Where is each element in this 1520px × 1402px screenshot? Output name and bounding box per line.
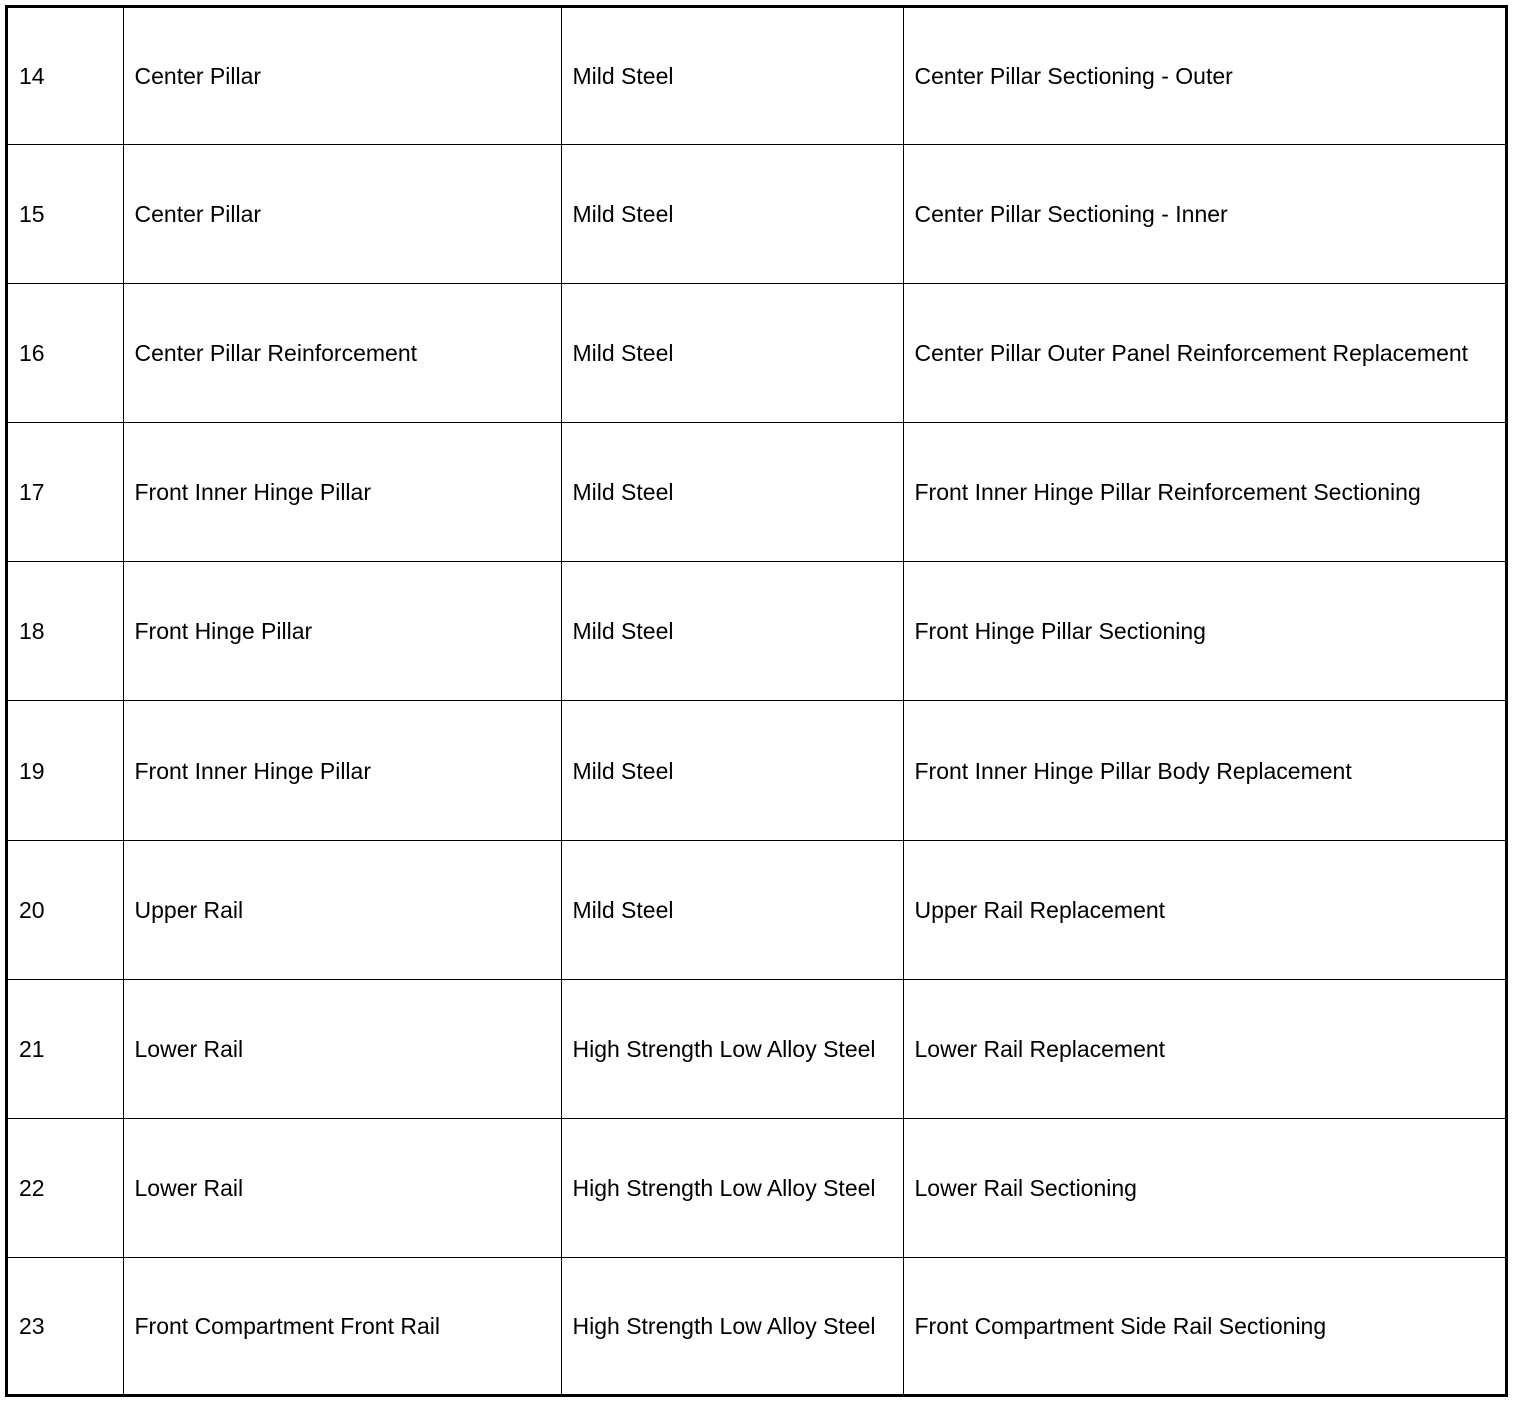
item-number-cell: 21 xyxy=(8,979,123,1118)
parts-table-frame xyxy=(5,5,1508,1397)
item-number-cell: 18 xyxy=(8,562,123,701)
procedure-cell: Front Inner Hinge Pillar Reinforcement Sectioning xyxy=(903,423,1505,562)
part-name-cell: Lower Rail xyxy=(123,1118,561,1257)
item-number-cell: 15 xyxy=(8,145,123,284)
item-number-cell: 23 xyxy=(8,1257,123,1394)
part-name-cell: Front Compartment Front Rail xyxy=(123,1257,561,1394)
item-number-cell: 17 xyxy=(8,423,123,562)
procedure-cell: Upper Rail Replacement xyxy=(903,840,1505,979)
material-cell: Mild Steel xyxy=(561,145,903,284)
table-row xyxy=(8,979,1505,1118)
part-name-cell: Front Inner Hinge Pillar xyxy=(123,701,561,840)
table-row xyxy=(8,1257,1505,1394)
part-name-cell: Lower Rail xyxy=(123,979,561,1118)
table-row xyxy=(8,8,1505,145)
procedure-cell: Center Pillar Sectioning - Inner xyxy=(903,145,1505,284)
table-row xyxy=(8,423,1505,562)
table-row xyxy=(8,145,1505,284)
material-cell: Mild Steel xyxy=(561,8,903,145)
part-name-cell: Center Pillar xyxy=(123,145,561,284)
procedure-cell: Lower Rail Replacement xyxy=(903,979,1505,1118)
item-number-cell: 19 xyxy=(8,701,123,840)
material-cell: Mild Steel xyxy=(561,701,903,840)
item-number-cell: 22 xyxy=(8,1118,123,1257)
material-cell: Mild Steel xyxy=(561,284,903,423)
procedure-cell: Front Inner Hinge Pillar Body Replacement xyxy=(903,701,1505,840)
table-row xyxy=(8,1118,1505,1257)
table-row xyxy=(8,284,1505,423)
procedure-cell: Front Hinge Pillar Sectioning xyxy=(903,562,1505,701)
part-name-cell: Center Pillar Reinforcement xyxy=(123,284,561,423)
procedure-cell: Front Compartment Side Rail Sectioning xyxy=(903,1257,1505,1394)
material-cell: High Strength Low Alloy Steel xyxy=(561,979,903,1118)
table-row xyxy=(8,562,1505,701)
material-cell: High Strength Low Alloy Steel xyxy=(561,1257,903,1394)
item-number-cell: 16 xyxy=(8,284,123,423)
item-number-cell: 14 xyxy=(8,8,123,145)
procedure-cell: Center Pillar Sectioning - Outer xyxy=(903,8,1505,145)
item-number-cell: 20 xyxy=(8,840,123,979)
material-cell: High Strength Low Alloy Steel xyxy=(561,1118,903,1257)
procedure-cell: Lower Rail Sectioning xyxy=(903,1118,1505,1257)
table-row xyxy=(8,701,1505,840)
part-name-cell: Upper Rail xyxy=(123,840,561,979)
part-name-cell: Front Hinge Pillar xyxy=(123,562,561,701)
material-cell: Mild Steel xyxy=(561,562,903,701)
procedure-cell: Center Pillar Outer Panel Reinforcement Replacement xyxy=(903,284,1505,423)
material-cell: Mild Steel xyxy=(561,423,903,562)
material-cell: Mild Steel xyxy=(561,840,903,979)
part-name-cell: Center Pillar xyxy=(123,8,561,145)
table-row xyxy=(8,840,1505,979)
parts-table xyxy=(8,8,1505,1394)
part-name-cell: Front Inner Hinge Pillar xyxy=(123,423,561,562)
